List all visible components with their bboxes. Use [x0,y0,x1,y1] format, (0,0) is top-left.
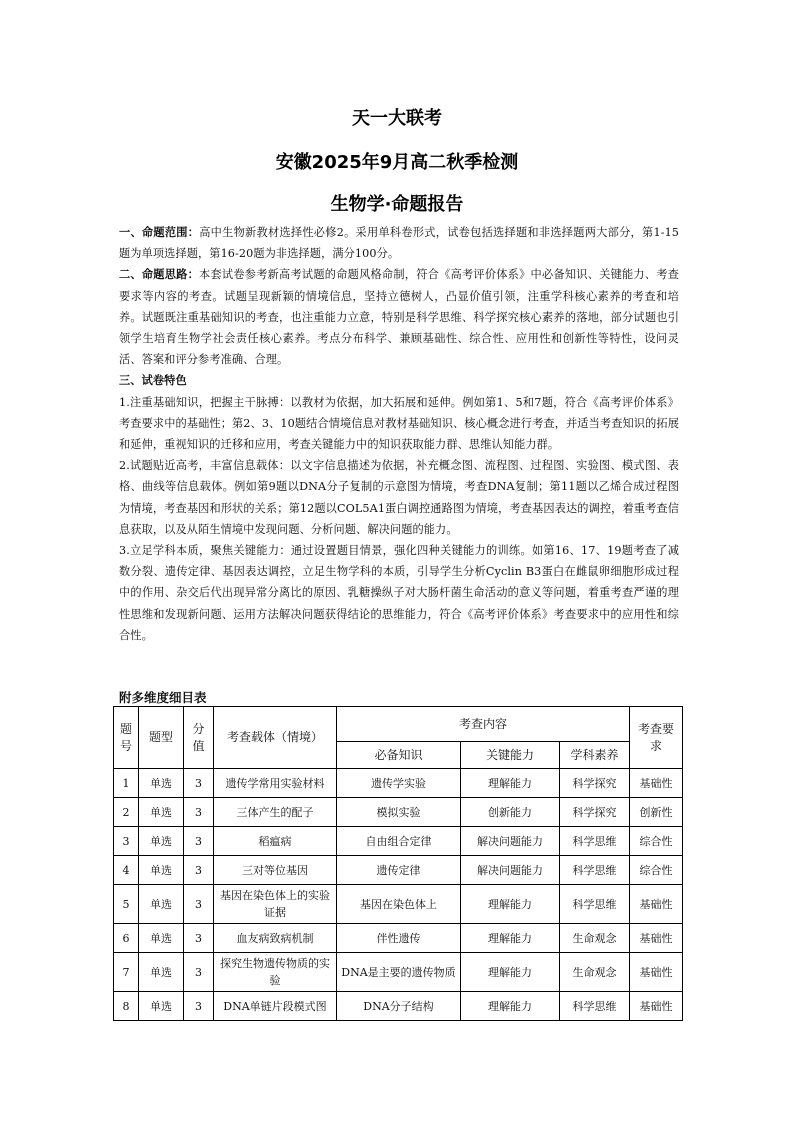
cell-num: 5 [114,885,139,924]
cell-knowledge: DNA是主要的遗传物质 [337,953,461,992]
cell-context: 三体产生的配子 [214,798,337,827]
cell-num: 4 [114,856,139,885]
cell-literacy: 科学思维 [560,856,630,885]
cell-requirement: 综合性 [630,827,683,856]
report-title: 生物学·命题报告 [330,194,464,215]
header-type: 题型 [139,707,184,769]
feature-3: 3.立足学科本质，聚焦关键能力：通过设置题目情景，强化四种关键能力的训练。如第16、17、19题考查了减数分裂、遗传定律、基因表达调控，立足生物学科的本质，引导学生分析Cyclin B3蛋白在雌鼠卵细胞形成过程中的作用、杂交后代出现异常分离比的原因、乳糖操纵子对大肠杆菌生命活动的意义等问题，着重考查严谨的理性思维和发现新问题、运用方法解决问题获得结论的思维能力，符合《高考评价体系》考查要求中的应用性和综合性。 [119,544,679,642]
header-ability: 关键能力 [461,742,560,769]
cell-knowledge: 遗传学实验 [337,769,461,798]
cell-literacy: 生命观念 [560,953,630,992]
cell-requirement: 创新性 [630,798,683,827]
table-row [114,885,683,924]
cell-requirement: 基础性 [630,953,683,992]
cell-context: 探究生物遗传物质的实验 [214,953,337,992]
cell-ability: 理解能力 [461,885,560,924]
cell-literacy: 科学思维 [560,827,630,856]
scope-label: 一、命题范围： [119,226,200,239]
cell-score: 3 [184,992,214,1021]
approach-label: 二、命题思路： [119,268,200,282]
cell-ability: 理解能力 [461,769,560,798]
cell-ability: 解决问题能力 [461,827,560,856]
cell-type: 单选 [139,885,184,924]
scope-paragraph [119,222,679,264]
header-content-group: 考查内容 [337,707,630,742]
cell-literacy: 科学思维 [560,992,630,1021]
cell-num: 2 [114,798,139,827]
cell-ability: 创新能力 [461,798,560,827]
scope-text: 高中生物新教材选择性必修2。采用单科卷形式，试卷包括选择题和非选择题两大部分，第1-15题为单项选择题，第16-20题为非选择题，满分100分。 [119,226,680,261]
cell-context: DNA单链片段模式图 [214,992,337,1021]
detail-table [113,706,683,1021]
table-row [114,953,683,992]
table-row [114,856,683,885]
cell-score: 3 [184,885,214,924]
cell-requirement: 基础性 [630,885,683,924]
cell-requirement: 基础性 [630,924,683,953]
cell-knowledge: 自由组合定律 [337,827,461,856]
cell-knowledge: 模拟实验 [337,798,461,827]
cell-type: 单选 [139,924,184,953]
header-num: 题号 [114,707,139,769]
cell-type: 单选 [139,798,184,827]
cell-ability: 理解能力 [461,924,560,953]
cell-context: 三对等位基因 [214,856,337,885]
cell-type: 单选 [139,992,184,1021]
cell-knowledge: 基因在染色体上 [337,885,461,924]
cell-type: 单选 [139,953,184,992]
table-row [114,769,683,798]
header-requirement: 考查要求 [630,707,683,769]
feature-2: 2.试题贴近高考，丰富信息载体：以文字信息描述为依据，补充概念图、流程图、过程图、实验图、模式图、表格、曲线等信息载体。例如第9题以DNA分子复制的示意图为情境，考查DNA复制；第11题以乙烯合成过程图为情境，考查基因和形状的关系；第12题以COL5A1蛋白调控通路图为情境，考查基因表达的调控，着重考查信息获取，以及从陌生情境中发现问题、分析问题、解决问题的能力。 [119,459,679,536]
cell-requirement: 基础性 [630,769,683,798]
cell-score: 3 [184,856,214,885]
exam-name: 天一大联考 [352,108,442,129]
approach-paragraph [119,264,679,370]
cell-score: 3 [184,827,214,856]
header-literacy: 学科素养 [560,742,630,769]
feature-1: 1.注重基础知识，把握主干脉搏：以教材为依据，加大拓展和延伸。例如第1、5和7题，符合《高考评价体系》考查要求中的基础性；第2、3、10题结合情境信息对教材基础知识、核心概念进行考查，并适当考查知识的拓展和延伸，重视知识的迁移和应用，考查关键能力中的知识获取能力群、思维认知能力群。 [119,395,679,452]
approach-text: 本套试卷参考新高考试题的命题风格命制，符合《高考评价体系》中必备知识、关键能力、考查要求等内容的考查。试题呈现新颖的情境信息，坚持立德树人，凸显价值引领，注重学科核心素养的考查和培养。试题既注重基础知识的考查，也注重能力立意，特别是科学思维、科学探究核心素养的落地，部分试题也引领学生培育生物学社会责任核心素养。考点分布科学、兼顾基础性、综合性、应用性和创新性等特性，设问灵活、答案和评分参考准确、合理。 [119,268,680,367]
report-body [119,222,679,646]
cell-literacy: 科学探究 [560,798,630,827]
cell-literacy: 科学探究 [560,769,630,798]
cell-knowledge: DNA分子结构 [337,992,461,1021]
header-context: 考查载体（情境） [214,707,337,769]
exam-subtitle: 安徽2025年9月高二秋季检测 [275,152,519,173]
cell-score: 3 [184,953,214,992]
cell-num: 1 [114,769,139,798]
cell-context: 基因在染色体上的实验证据 [214,885,337,924]
header-knowledge: 必备知识 [337,742,461,769]
cell-score: 3 [184,924,214,953]
cell-requirement: 基础性 [630,992,683,1021]
cell-ability: 理解能力 [461,992,560,1021]
cell-knowledge: 伴性遗传 [337,924,461,953]
cell-num: 3 [114,827,139,856]
cell-type: 单选 [139,856,184,885]
table-row [114,798,683,827]
cell-knowledge: 遗传定律 [337,856,461,885]
cell-score: 3 [184,798,214,827]
cell-requirement: 综合性 [630,856,683,885]
cell-ability: 解决问题能力 [461,856,560,885]
cell-num: 7 [114,953,139,992]
cell-literacy: 生命观念 [560,924,630,953]
table-row [114,992,683,1021]
cell-ability: 理解能力 [461,953,560,992]
cell-num: 6 [114,924,139,953]
cell-num: 8 [114,992,139,1021]
cell-literacy: 科学思维 [560,885,630,924]
features-heading: 三、试卷特色 [119,374,187,388]
cell-score: 3 [184,769,214,798]
table-row [114,827,683,856]
header-score: 分值 [184,707,214,769]
cell-context: 稻瘟病 [214,827,337,856]
cell-context: 遗传学常用实验材料 [214,769,337,798]
cell-context: 血友病致病机制 [214,924,337,953]
cell-type: 单选 [139,827,184,856]
table-row [114,924,683,953]
table-caption: 附多维度细目表 [119,690,207,705]
cell-type: 单选 [139,769,184,798]
